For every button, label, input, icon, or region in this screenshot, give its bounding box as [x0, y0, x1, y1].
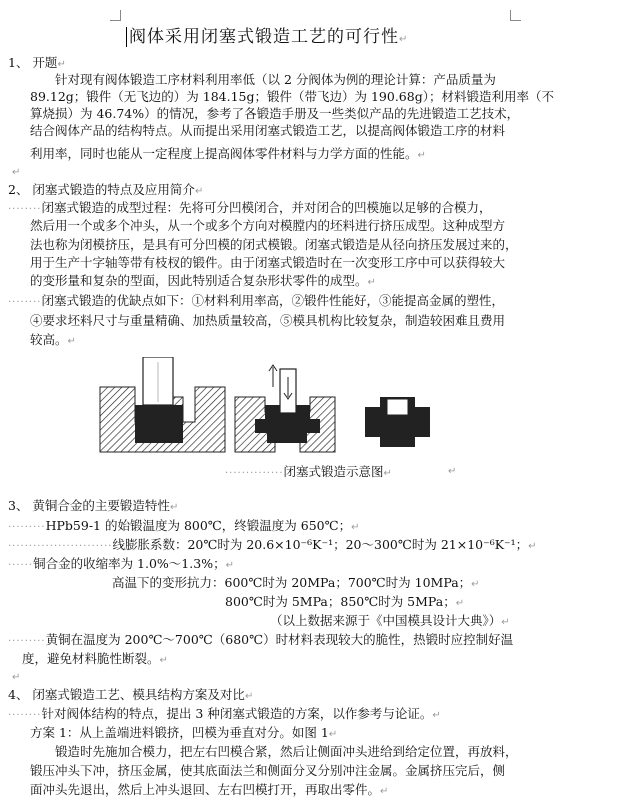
- corner-mark-top-right: [510, 10, 521, 21]
- s2-line-3: 法也称为闭模挤压，是具有可分凹模的闭式模锻。闭塞式锻造是从径向挤压发展过来的，: [30, 237, 518, 252]
- s3-line-5: 800℃时为 5MPa；850℃时为 5MPa；↵: [225, 594, 465, 609]
- s1-line-3: 算烧损）为 46.74%）的情况，参考了各锻造手册及一些类似产品的先进锻造工艺技术，: [30, 106, 520, 121]
- s2-line-1: ········闭塞式锻造的成型过程：先将可分凹模闭合，并对闭合的凹模施以足够的合模力，: [8, 200, 492, 215]
- s3-line-6: （以上数据来源于《中国模具设计大典》）↵: [270, 613, 510, 628]
- closed-die-forging-figure: [95, 357, 435, 457]
- s1-line-4: 结合阀体产品的结构特点。从而提出采用闭塞式锻造工艺，以提高阀体锻造工序的材料: [30, 123, 506, 138]
- s2-line-4: 用于生产十字轴等带有枝杈的锻件。由于闭塞式锻造时在一次变形工序中可以获得较大: [30, 255, 506, 270]
- die-diagram-2: [235, 365, 335, 452]
- s3-line-3: ······铜合金的收缩率为 1.0%～1.3%；↵: [8, 556, 234, 571]
- section-4-heading: 4、 闭塞式锻造工艺、模具结构方案及对比↵: [8, 687, 254, 702]
- s3-line-7: ·········黄铜在温度为 200℃～700℃（680℃）时材料表现较大的脆性，热锻时应控制好温: [8, 632, 514, 647]
- s1-empty: ↵: [12, 167, 21, 178]
- s3-empty: ↵: [12, 672, 21, 683]
- s1-line-1: 针对现有阀体锻造工序材料利用率低（以 2 分阀体为例的理论计算：产品质量为: [55, 72, 496, 87]
- die-diagram-1: [100, 357, 225, 452]
- forged-part-diagram: [365, 397, 430, 447]
- s2-line-5: 的变形量和复杂的型面，因此特别适合复杂形状零件的成型。↵: [30, 273, 376, 288]
- section-3-heading: 3、 黄铜合金的主要锻造特性↵: [8, 498, 179, 513]
- s2-line-2: 然后用一个或多个冲头，从一个或多个方向对模膛内的坯料进行挤压成型。这种成型方: [30, 218, 506, 233]
- s3-line-4: 高温下的变形抗力：600℃时为 20MPa；700℃时为 10MPa；↵: [112, 575, 480, 590]
- corner-mark-top-left: [110, 10, 121, 21]
- s4-line-2: 方案 1：从上盖端进料锻挤，凹模为垂直对分。如图 1↵: [30, 725, 338, 740]
- s1-line-2: 89.12g；锻件（无飞边的）为 184.15g；锻件（带飞边）为 190.68g）；材料锻造利用率（不: [30, 89, 554, 104]
- s2-line-7: ④要求坯料尺寸与重量精确、加热质量较高，⑤模具机构比较复杂，制造较困难且费用: [30, 313, 506, 328]
- section-2-heading: 2、 闭塞式锻造的特点及应用简介↵: [8, 182, 204, 197]
- s2-line-8: 较高。↵: [30, 332, 76, 347]
- s2-line-6: ········闭塞式锻造的优缺点如下：①材料利用率高，②锻件性能好，③能提高金属的塑性，: [8, 293, 504, 308]
- s4-line-3: 锻造时先施加合模力，把左右凹模合紧，然后让侧面冲头进给到给定位置，再放料，: [55, 744, 518, 759]
- s3-line-1: ·········HPb59-1 的始锻温度为 800℃，终锻温度为 650℃；↵: [8, 518, 360, 533]
- s3-line-2: ·························线膨胀系数：20℃时为 20.6×10⁻⁶K⁻¹；20～300℃时为 21×10⁻⁶K⁻¹；↵: [8, 537, 537, 552]
- s3-line-8: 度，避免材料脆性断裂。↵: [22, 651, 168, 666]
- s1-line-5: 利用率，同时也能从一定程度上提高阀体零件材料与力学方面的性能。↵: [30, 146, 426, 161]
- s2-empty: ↵: [448, 466, 457, 477]
- document-title: 阀体采用闭塞式锻造工艺的可行性↵: [126, 22, 408, 47]
- s4-line-4: 锻压冲头下冲，挤压金属，使其底面法兰和侧面分叉分别冲注金属。金属挤压完后，侧: [30, 763, 506, 778]
- figure-caption: ··············闭塞式锻造示意图↵: [225, 464, 392, 479]
- section-1-heading: 1、 开题↵: [8, 55, 66, 70]
- s4-line-1: ········针对阀体结构的特点，提出 3 种闭塞式锻造的方案，以作参考与论证。↵: [8, 706, 441, 721]
- s4-line-5: 面冲头先退出，然后上冲头退回、左右凹模打开，再取出零件。↵: [30, 782, 389, 797]
